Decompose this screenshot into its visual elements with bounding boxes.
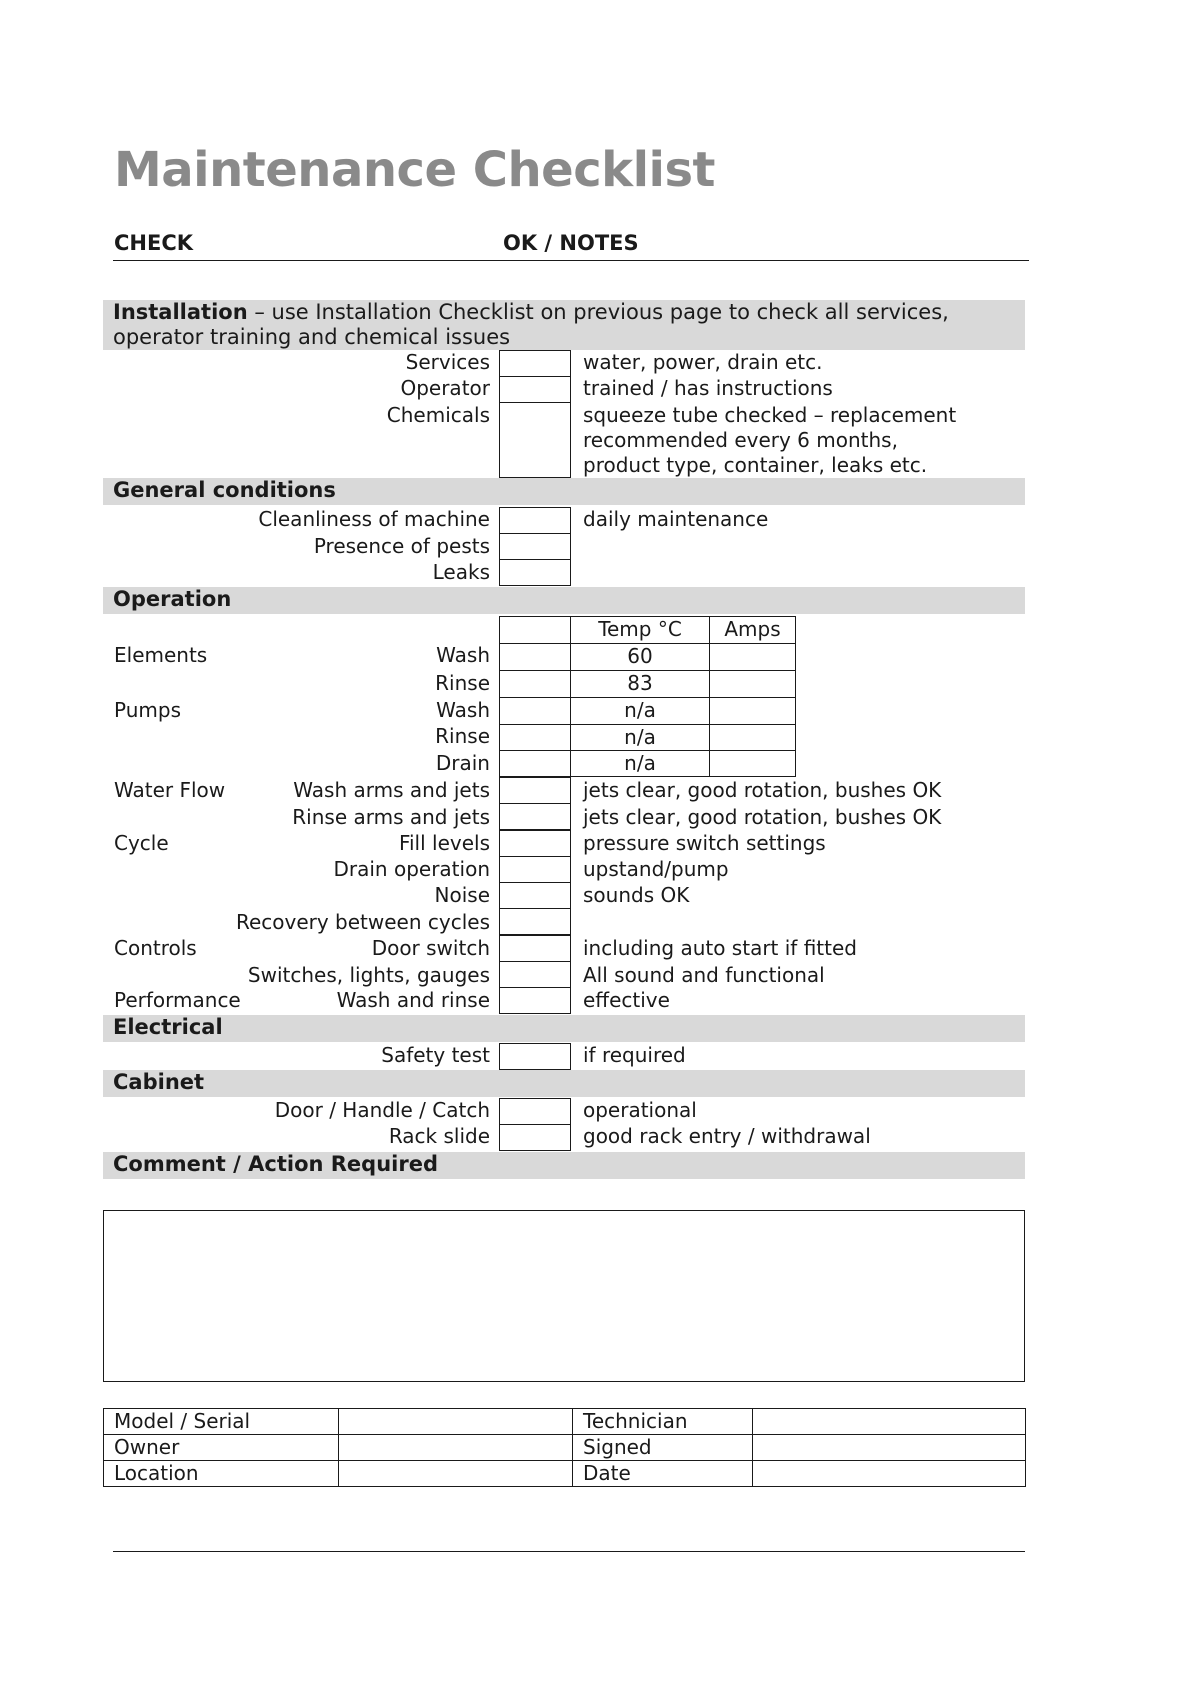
note-rinse-arms: jets clear, good rotation, bushes OK: [583, 805, 942, 829]
label-model-serial: Model / Serial: [104, 1409, 339, 1435]
installation-heading: Installation: [113, 300, 248, 324]
group-performance: Performance: [114, 988, 241, 1012]
ok-checkbox-pump-wash[interactable]: [499, 697, 571, 725]
amps-pump-rinse[interactable]: [709, 724, 796, 751]
temp-pump-drain: n/a: [570, 750, 710, 777]
amps-element-rinse[interactable]: [709, 670, 796, 698]
table-row: [104, 1409, 1026, 1435]
amps-pump-wash[interactable]: [709, 697, 796, 725]
model-serial-field[interactable]: [339, 1409, 573, 1435]
comment-header: Comment / Action Required: [103, 1152, 1025, 1179]
footer-rule: [113, 1551, 1025, 1552]
ok-checkbox-element-rinse[interactable]: [499, 670, 571, 698]
check-label-chemicals: Chemicals: [386, 403, 490, 427]
technician-field[interactable]: [753, 1409, 1026, 1435]
note-cleanliness: daily maintenance: [583, 507, 769, 531]
check-label-recovery: Recovery between cycles: [235, 910, 490, 934]
check-label-drain-operation: Drain operation: [333, 857, 490, 881]
ok-checkbox-leaks[interactable]: [499, 559, 571, 586]
check-label-fill-levels: Fill levels: [398, 831, 490, 855]
check-label-pump-rinse: Rinse: [435, 724, 490, 748]
check-label-safety-test: Safety test: [381, 1043, 490, 1067]
check-label-door-switch: Door switch: [371, 936, 490, 960]
ok-checkbox-drain-operation[interactable]: [499, 856, 571, 883]
amps-column-header: Amps: [709, 616, 796, 644]
electrical-header: Electrical: [103, 1015, 1025, 1042]
table-row: [104, 1435, 1026, 1461]
table-row: [104, 1461, 1026, 1487]
note-wash-arms: jets clear, good rotation, bushes OK: [583, 778, 942, 802]
ok-checkbox-fill-levels[interactable]: [499, 830, 571, 857]
check-label-pump-wash: Wash: [436, 698, 490, 722]
note-wash-rinse: effective: [583, 988, 670, 1012]
header-rule: [113, 260, 1029, 261]
location-field[interactable]: [339, 1461, 573, 1487]
note-rack-slide: good rack entry / withdrawal: [583, 1124, 871, 1148]
ok-checkbox-operator[interactable]: [499, 376, 571, 403]
operation-header: Operation: [103, 587, 1025, 614]
ok-checkbox-element-wash[interactable]: [499, 643, 571, 671]
cabinet-header: Cabinet: [103, 1070, 1025, 1097]
ok-checkbox-safety-test[interactable]: [499, 1043, 571, 1070]
check-label-element-wash: Wash: [436, 643, 490, 667]
ok-checkbox-pump-drain[interactable]: [499, 750, 571, 777]
temp-column-header: Temp °C: [570, 616, 710, 644]
note-services: water, power, drain etc.: [583, 350, 823, 374]
note-chemicals-line3: product type, container, leaks etc.: [583, 453, 928, 477]
installation-section-header: [103, 300, 1025, 350]
owner-field[interactable]: [339, 1435, 573, 1461]
check-label-switches: Switches, lights, gauges: [247, 963, 490, 987]
check-label-rinse-arms: Rinse arms and jets: [292, 805, 490, 829]
ok-checkbox-recovery[interactable]: [499, 908, 571, 935]
label-date: Date: [573, 1461, 753, 1487]
check-column-header: CHECK: [114, 231, 194, 255]
check-label-rack-slide: Rack slide: [388, 1124, 490, 1148]
check-label-wash-rinse: Wash and rinse: [336, 988, 490, 1012]
note-noise: sounds OK: [583, 883, 690, 907]
info-table: [103, 1408, 1026, 1487]
group-elements: Elements: [114, 643, 208, 667]
ok-checkbox-pests[interactable]: [499, 533, 571, 560]
temp-element-wash: 60: [570, 643, 710, 671]
check-label-pump-drain: Drain: [435, 751, 490, 775]
signed-field[interactable]: [753, 1435, 1026, 1461]
ok-checkbox-door-switch[interactable]: [499, 935, 571, 962]
group-pumps: Pumps: [114, 698, 181, 722]
ok-notes-column-header: OK / NOTES: [503, 231, 639, 255]
installation-intro: – use Installation Checklist on previous page to check all services,: [247, 300, 949, 324]
general-conditions-header: General conditions: [103, 478, 1025, 505]
note-fill-levels: pressure switch settings: [583, 831, 826, 855]
date-field[interactable]: [753, 1461, 1026, 1487]
note-switches: All sound and functional: [583, 963, 825, 987]
check-label-operator: Operator: [400, 376, 490, 400]
group-controls: Controls: [114, 936, 197, 960]
ok-checkbox-wash-rinse[interactable]: [499, 987, 571, 1014]
check-label-wash-arms: Wash arms and jets: [293, 778, 490, 802]
note-drain-operation: upstand/pump: [583, 857, 729, 881]
ok-checkbox-services[interactable]: [499, 350, 571, 377]
group-water-flow: Water Flow: [114, 778, 226, 802]
ok-checkbox-wash-arms[interactable]: [499, 777, 571, 804]
note-safety-test: if required: [583, 1043, 686, 1067]
note-chemicals-line1: squeeze tube checked – replacement: [583, 403, 957, 427]
installation-intro-line2: operator training and chemical issues: [113, 325, 511, 349]
label-owner: Owner: [104, 1435, 339, 1461]
comment-input-area[interactable]: [103, 1210, 1025, 1382]
ok-checkbox-cleanliness[interactable]: [499, 507, 571, 534]
note-operator: trained / has instructions: [583, 376, 833, 400]
note-door-handle: operational: [583, 1098, 697, 1122]
ok-checkbox-switches[interactable]: [499, 961, 571, 988]
ok-checkbox-chemicals[interactable]: [499, 402, 571, 478]
label-technician: Technician: [573, 1409, 753, 1435]
check-label-element-rinse: Rinse: [435, 671, 490, 695]
amps-element-wash[interactable]: [709, 643, 796, 671]
ok-checkbox-header-blank: [499, 616, 571, 644]
label-location: Location: [104, 1461, 339, 1487]
note-door-switch: including auto start if fitted: [583, 936, 857, 960]
temp-element-rinse: 83: [570, 670, 710, 698]
page-title: Maintenance Checklist: [114, 142, 715, 198]
check-label-cleanliness: Cleanliness of machine: [258, 507, 490, 531]
temp-pump-wash: n/a: [570, 697, 710, 725]
group-cycle: Cycle: [114, 831, 169, 855]
ok-checkbox-door-handle[interactable]: [499, 1098, 571, 1125]
check-label-services: Services: [405, 350, 490, 374]
amps-pump-drain[interactable]: [709, 750, 796, 777]
ok-checkbox-pump-rinse[interactable]: [499, 724, 571, 751]
check-label-door-handle: Door / Handle / Catch: [274, 1098, 490, 1122]
ok-checkbox-rack-slide[interactable]: [499, 1124, 571, 1151]
check-label-noise: Noise: [434, 883, 490, 907]
check-label-leaks: Leaks: [432, 560, 490, 584]
ok-checkbox-rinse-arms[interactable]: [499, 803, 571, 830]
temp-pump-rinse: n/a: [570, 724, 710, 751]
ok-checkbox-noise[interactable]: [499, 882, 571, 909]
label-signed: Signed: [573, 1435, 753, 1461]
note-chemicals-line2: recommended every 6 months,: [583, 428, 898, 452]
check-label-pests: Presence of pests: [313, 534, 490, 558]
